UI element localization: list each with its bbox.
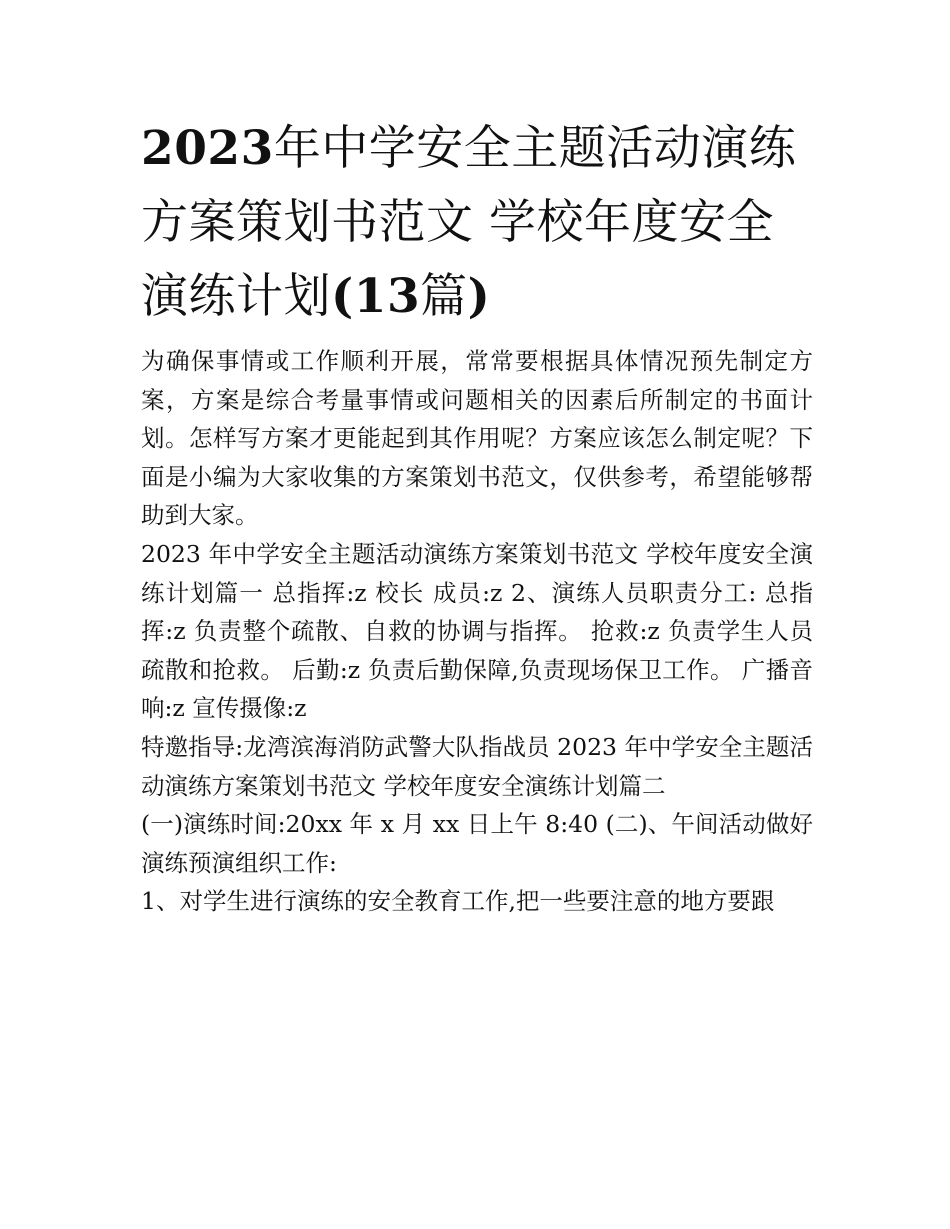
title-year: 2023 — [141, 121, 274, 176]
drill-time-paragraph: (一)演练时间:20xx 年 x 月 xx 日上午 8:40 (二)、午间活动做好演练预演组织工作: — [141, 810, 813, 877]
title-close: ) — [467, 269, 491, 324]
document-title — [141, 112, 813, 334]
special-guidance-paragraph: 特邀指导:龙湾滨海消防武警大队指战员 2023 年中学安全主题活动演练方案策划书范文 学校年度安全演练计划篇二 — [141, 732, 813, 800]
title-unit: 篇 — [420, 269, 468, 324]
section-one-paragraph: 2023 年中学安全主题活动演练方案策划书范文 学校年度安全演练计划篇一 总指挥:z 校长 成员:z 2、演练人员职责分工: 总指挥:z 负责整个疏散、自救的协调与指挥。 抢救:z 负责学生人员疏散和抢救。 后勤:z 负责后勤保障,负责现场保卫工作。 广播音响:z 宣传摄像:z — [141, 539, 813, 723]
title-count: (13 — [331, 269, 421, 324]
safety-education-paragraph: 1、对学生进行演练的安全教育工作,把一些要注意的地方要跟 — [141, 887, 775, 916]
document-page — [141, 112, 813, 921]
intro-paragraph: 为确保事情或工作顺利开展，常常要根据具体情况预先制定方案，方案是综合考量事情或问题相关的因素后所制定的书面计划。怎样写方案才更能起到其作用呢？方案应该怎么制定呢？下面是小编为大家收集的方案策划书范文，仅供参考，希望能够帮助到大家。 — [141, 347, 813, 530]
title-text: 年中学安全主题活动演练方案策划书范文 学校年度安全演练计划 — [141, 121, 797, 324]
